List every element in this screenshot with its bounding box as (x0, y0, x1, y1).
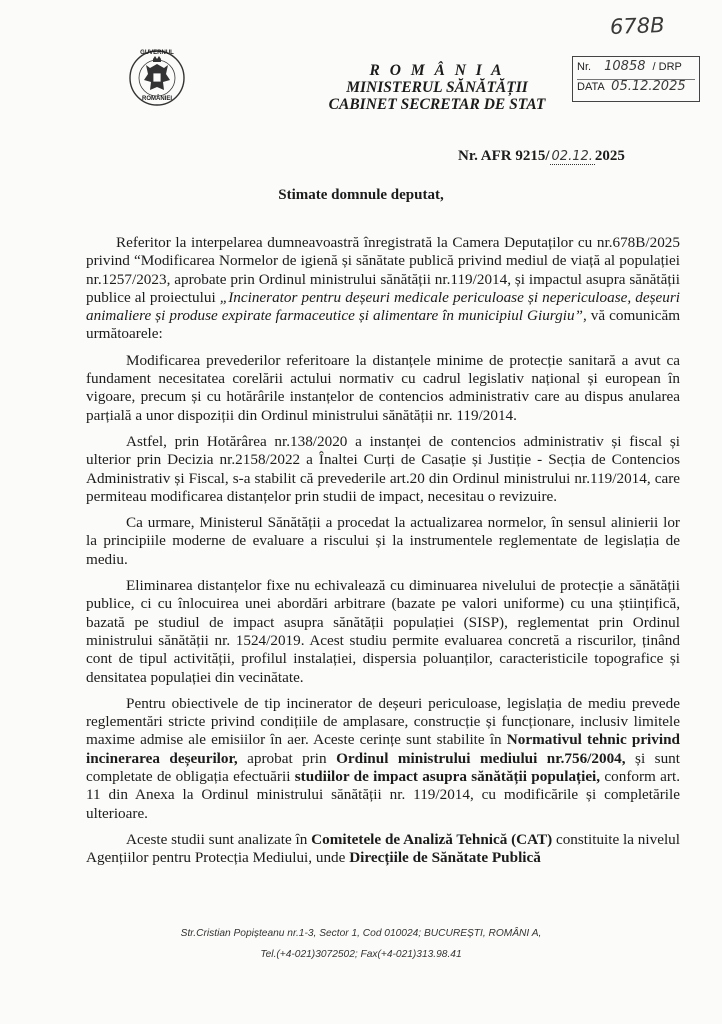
p6-text-c: aprobat prin (237, 749, 337, 767)
stamp-date-value: 05.12.2025 (611, 79, 686, 94)
p6-text-a: Pentru obiectivele de tip incinerator de deșeuri periculoase, legislația de mediu prevede reglementări stricte privind condițiile de amplasare, construcție și funcționare, inclusiv limitele maxime admise ale emisiilor în aer. Aceste cerințe sunt stabilite în (86, 694, 680, 749)
stamp-date-row (577, 79, 695, 99)
paragraph-2: Modificarea prevederilor referitoare la distanțele minime de protecție sanitară a avut ca fundament necesitatea corelării actului normativ cu cadrul legislativ național și european în vigoare, precum și cu hotărârile instanțelor de contencios administrativ care au dispus anularea parțială a unor dispoziții din Ordinul ministrului sănătății nr. 119/2014. (86, 351, 680, 424)
p6-bold-studii: studiilor de impact asupra sănătății populației, (294, 768, 601, 786)
paragraph-7 (86, 831, 680, 868)
stamp-number-suffix: / DRP (652, 61, 682, 73)
ministry-name: MINISTERUL SĂNĂTĂȚII (346, 79, 528, 96)
country-name: R O M Â N I A (369, 62, 505, 79)
p1-end: , vă comunicăm următoarele: (86, 307, 681, 343)
p7-bold-cat: Comitetele de Analiză Tehnică (CAT) (311, 830, 553, 848)
emblem-top-text: GUVERNUL (140, 50, 174, 56)
reg-date-handwritten: 02.12. (551, 149, 593, 164)
paragraph-4: Ca urmare, Ministerul Sănătății a procedat la actualizarea normelor, în sensul alinierii lor la principiile moderne de evaluare a riscului și la instrumentele reglementate de legislația de mediu. (86, 514, 680, 568)
footer-phone: Tel.(+4-021)3072502; Fax(+4-021)313.98.41 (260, 949, 462, 960)
emblem-bottom-text: ROMÂNIEI (142, 96, 172, 102)
letter-body (86, 234, 680, 876)
paragraph-1 (86, 234, 680, 344)
page-footer (0, 928, 722, 960)
paragraph-3: Astfel, prin Hotărârea nr.138/2020 a instanței de contencios administrativ și fiscal și ulterior prin Decizia nr.2158/2022 a Înaltei Curți de Casație și Justiție - Secția de Contencios Administrativ și Fiscal, s-a stabilit că prevederile art.20 din Ordinul ministrului nr.119/2014, care permiteau modificarea distanțelor prin studii de impact, necesitau o revizuire. (86, 432, 680, 505)
p6-text-e: și sunt completate de obligația efectuării (86, 749, 680, 786)
reg-year: 2025 (594, 148, 625, 164)
stamp-date-label: DATA (577, 81, 605, 93)
p6-text-g: conform art. 11 din Anexa la Ordinul ministrului sănătății nr. 119/2014, cu modificările și completările ulterioare. (86, 768, 680, 822)
p7-text-c: constituite la nivelul Agențiilor pentru Protecția Mediului, unde (86, 830, 680, 867)
handwritten-note: 678B (609, 13, 665, 39)
p1-text: Referitor la interpelarea dumneavoastră înregistrată la Camera Deputaților cu nr.678B/2025 privind “Modificarea Normelor de igienă și sănătate publică privind mediul de viață al populației nr.1257/2023, aprobate prin Ordinul ministrului sănătății nr.119/2014, și impactul asupra sănătății publice al proiectului (86, 234, 680, 306)
p7-bold-dsp: Direcțiile de Sănătate Publică (349, 849, 541, 867)
footer-address: Str.Cristian Popișteanu nr.1-3, Sector 1, Cod 010024; BUCUREȘTI, ROMÂNI A, (180, 928, 542, 939)
letterhead (312, 62, 562, 113)
stamp-number-value: 10858 (604, 59, 646, 74)
registration-number (458, 148, 625, 165)
reg-prefix: Nr. AFR 9215/ (458, 148, 550, 164)
salutation: Stimate domnule deputat, (278, 187, 444, 203)
stamp-number-row (577, 59, 695, 80)
p6-bold-ordin: Ordinul ministrului mediului nr.756/2004, (336, 749, 626, 767)
p7-text-a: Aceste studii sunt analizate în (126, 830, 312, 848)
registration-stamp (572, 56, 700, 102)
paragraph-6 (86, 695, 680, 823)
p6-bold-normativ: Normativul tehnic privind incinerarea deșeurilor, (86, 731, 680, 767)
stamp-number-label: Nr. (577, 61, 592, 73)
paragraph-5: Eliminarea distanțelor fixe nu echivalează cu diminuarea nivelului de protecție a sănătății publice, ci cu înlocuirea unei abordări arbitrare (bazate pe valori uniforme) cu una științifică, bazată pe studiul de impact asupra sănătății populației (SISP), reglementat prin Ordinul ministrului sănătății nr. 1524/2019. Acest studiu permite evaluarea concretă a riscurilor, ținând cont de tipul activității, profilul instalației, dispersia poluanților, caracteristicile topografice și densitatea populației din vecinătate. (86, 577, 680, 686)
project-title: „Incinerator pentru deșeuri medicale periculoase și nepericuloase, deșeuri animaliere și produse expirate farmaceutice și alimentare în municipiul Giurgiu” (86, 288, 680, 325)
cabinet-name: CABINET SECRETAR DE STAT (328, 96, 546, 113)
